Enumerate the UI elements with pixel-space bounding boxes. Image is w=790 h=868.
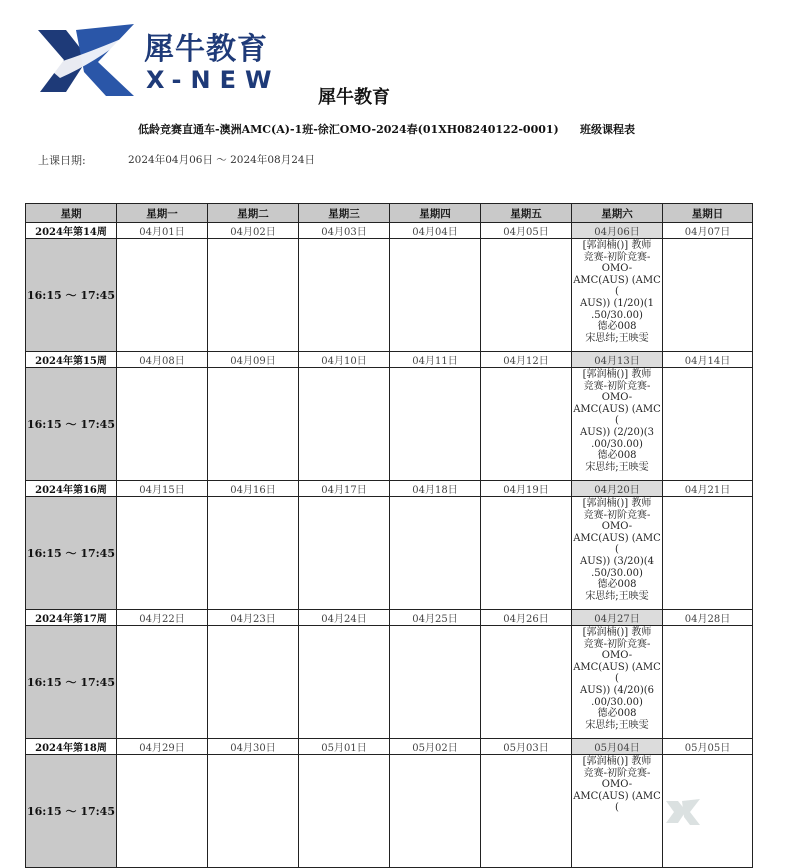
class-date-label: 上课日期: <box>38 154 86 167</box>
empty-cell <box>481 368 572 481</box>
session-room: 德必008 <box>597 708 637 720</box>
class-session-cell <box>572 368 663 481</box>
date-cell: 04月16日 <box>208 481 299 497</box>
header-monday: 星期一 <box>117 204 208 223</box>
session-hours: .00/30.00) <box>591 696 643 708</box>
session-hours: .50/30.00) <box>591 309 643 321</box>
empty-cell <box>481 497 572 610</box>
time-row <box>26 368 753 481</box>
date-cell: 04月07日 <box>663 223 753 239</box>
session-subject: AMC(AUS) (AMC( <box>573 532 661 556</box>
date-cell: 04月19日 <box>481 481 572 497</box>
date-cell: 05月04日 <box>572 739 663 755</box>
date-cell: 04月08日 <box>117 352 208 368</box>
school-title: 犀牛教育 <box>318 87 390 108</box>
date-cell: 04月01日 <box>117 223 208 239</box>
class-session-cell <box>572 755 663 868</box>
time-slot: 16:15 ～ 17:45 <box>26 626 117 739</box>
empty-cell <box>117 497 208 610</box>
empty-cell <box>208 239 299 352</box>
session-teacher: [郭润楠()] 教师 <box>582 627 652 638</box>
session-course: 竞赛-初阶竞赛- <box>583 380 651 392</box>
date-cell: 04月11日 <box>390 352 481 368</box>
time-slot: 16:15 ～ 17:45 <box>26 368 117 481</box>
week-label: 2024年第14周 <box>26 223 117 239</box>
empty-cell <box>208 368 299 481</box>
class-date-range: 2024年04月06日 ～ 2024年08月24日 <box>128 154 316 166</box>
session-progress: AUS)) (3/20)(4 <box>579 555 654 567</box>
week-label: 2024年第18周 <box>26 739 117 755</box>
week-row <box>26 610 753 626</box>
session-room: 德必008 <box>597 321 637 333</box>
empty-cell <box>299 497 390 610</box>
session-teacher: [郭润楠()] 教师 <box>582 240 652 251</box>
session-subject: AMC(AUS) (AMC( <box>573 661 661 685</box>
empty-cell <box>663 497 753 610</box>
week-row <box>26 223 753 239</box>
empty-cell <box>117 239 208 352</box>
session-course: 竞赛-初阶竞赛- <box>583 251 651 263</box>
session-hours: .50/30.00) <box>591 567 643 579</box>
session-room: 德必008 <box>597 579 637 591</box>
document-type: 班级课程表 <box>580 123 635 136</box>
course-name: 低龄竞赛直通车-澳洲AMC(A)-1班-徐汇OMO-2024春(01XH08240122-0001) <box>138 123 559 136</box>
empty-cell <box>481 755 572 868</box>
time-row <box>26 626 753 739</box>
date-cell: 04月27日 <box>572 610 663 626</box>
x-new-logo-icon <box>36 22 136 100</box>
class-session-cell <box>572 239 663 352</box>
session-teacher: [郭润楠()] 教师 <box>582 498 652 509</box>
date-cell: 05月05日 <box>663 739 753 755</box>
date-cell: 04月30日 <box>208 739 299 755</box>
empty-cell <box>117 368 208 481</box>
watermark-icon <box>660 795 780 829</box>
date-cell: 04月22日 <box>117 610 208 626</box>
date-cell: 04月04日 <box>390 223 481 239</box>
session-mode: OMO- <box>601 263 633 275</box>
time-slot: 16:15 ～ 17:45 <box>26 239 117 352</box>
header-saturday: 星期六 <box>572 204 663 223</box>
session-progress: AUS)) (1/20)(1 <box>579 297 654 309</box>
session-room: 德必008 <box>597 450 637 462</box>
empty-cell <box>299 626 390 739</box>
date-cell: 04月26日 <box>481 610 572 626</box>
date-cell: 04月02日 <box>208 223 299 239</box>
empty-cell <box>481 239 572 352</box>
brand-logo <box>36 22 281 100</box>
empty-cell <box>663 368 753 481</box>
logo-chinese-text: 犀牛教育 <box>144 32 268 67</box>
header-week: 星期 <box>26 204 117 223</box>
empty-cell <box>663 626 753 739</box>
date-cell: 04月05日 <box>481 223 572 239</box>
empty-cell <box>390 239 481 352</box>
date-cell: 04月06日 <box>572 223 663 239</box>
date-cell: 05月02日 <box>390 739 481 755</box>
date-cell: 05月03日 <box>481 739 572 755</box>
session-assistants: 宋思纬;王映雯 <box>585 332 649 344</box>
date-cell: 04月09日 <box>208 352 299 368</box>
header-sunday: 星期日 <box>663 204 753 223</box>
session-mode: OMO- <box>601 521 633 533</box>
session-course: 竞赛-初阶竞赛- <box>583 767 651 779</box>
logo-english-text: X-NEW <box>146 66 281 94</box>
time-row <box>26 755 753 868</box>
class-session-cell <box>572 626 663 739</box>
week-label: 2024年第15周 <box>26 352 117 368</box>
week-row <box>26 739 753 755</box>
session-mode: OMO- <box>601 392 633 404</box>
header-thursday: 星期四 <box>390 204 481 223</box>
empty-cell <box>117 626 208 739</box>
week-row <box>26 352 753 368</box>
session-subject: AMC(AUS) (AMC( <box>573 403 661 427</box>
empty-cell <box>481 626 572 739</box>
date-cell: 04月03日 <box>299 223 390 239</box>
date-cell: 04月14日 <box>663 352 753 368</box>
header-friday: 星期五 <box>481 204 572 223</box>
empty-cell <box>299 239 390 352</box>
session-progress: AUS)) (4/20)(6 <box>579 684 654 696</box>
time-slot: 16:15 ～ 17:45 <box>26 755 117 868</box>
week-label: 2024年第17周 <box>26 610 117 626</box>
empty-cell <box>390 626 481 739</box>
session-course: 竞赛-初阶竞赛- <box>583 509 651 521</box>
session-subject: AMC(AUS) (AMC( <box>573 790 661 814</box>
empty-cell <box>117 755 208 868</box>
header-tuesday: 星期二 <box>208 204 299 223</box>
empty-cell <box>663 239 753 352</box>
header-wednesday: 星期三 <box>299 204 390 223</box>
date-cell: 04月17日 <box>299 481 390 497</box>
session-mode: OMO- <box>601 779 633 791</box>
date-cell: 04月12日 <box>481 352 572 368</box>
time-row <box>26 239 753 352</box>
date-cell: 05月01日 <box>299 739 390 755</box>
date-cell: 04月24日 <box>299 610 390 626</box>
date-cell: 04月23日 <box>208 610 299 626</box>
date-cell: 04月10日 <box>299 352 390 368</box>
session-mode: OMO- <box>601 650 633 662</box>
session-assistants: 宋思纬;王映雯 <box>585 461 649 473</box>
time-slot: 16:15 ～ 17:45 <box>26 497 117 610</box>
date-cell: 04月18日 <box>390 481 481 497</box>
empty-cell <box>299 755 390 868</box>
empty-cell <box>208 755 299 868</box>
date-cell: 04月20日 <box>572 481 663 497</box>
date-cell: 04月29日 <box>117 739 208 755</box>
week-row <box>26 481 753 497</box>
session-course: 竞赛-初阶竞赛- <box>583 638 651 650</box>
empty-cell <box>208 497 299 610</box>
date-cell: 04月28日 <box>663 610 753 626</box>
session-assistants: 宋思纬;王映雯 <box>585 590 649 602</box>
date-cell: 04月13日 <box>572 352 663 368</box>
class-session-cell <box>572 497 663 610</box>
empty-cell <box>390 497 481 610</box>
session-progress: AUS)) (2/20)(3 <box>579 426 654 438</box>
date-cell: 04月21日 <box>663 481 753 497</box>
empty-cell <box>208 626 299 739</box>
session-teacher: [郭润楠()] 教师 <box>582 756 652 767</box>
date-cell: 04月15日 <box>117 481 208 497</box>
week-label: 2024年第16周 <box>26 481 117 497</box>
session-assistants: 宋思纬;王映雯 <box>585 719 649 731</box>
time-row <box>26 497 753 610</box>
schedule-table <box>25 203 753 868</box>
session-hours: .00/30.00) <box>591 438 643 450</box>
empty-cell <box>390 368 481 481</box>
session-teacher: [郭润楠()] 教师 <box>582 369 652 380</box>
schedule-header-row <box>26 204 753 223</box>
empty-cell <box>299 368 390 481</box>
date-cell: 04月25日 <box>390 610 481 626</box>
empty-cell <box>390 755 481 868</box>
session-subject: AMC(AUS) (AMC( <box>573 274 661 298</box>
